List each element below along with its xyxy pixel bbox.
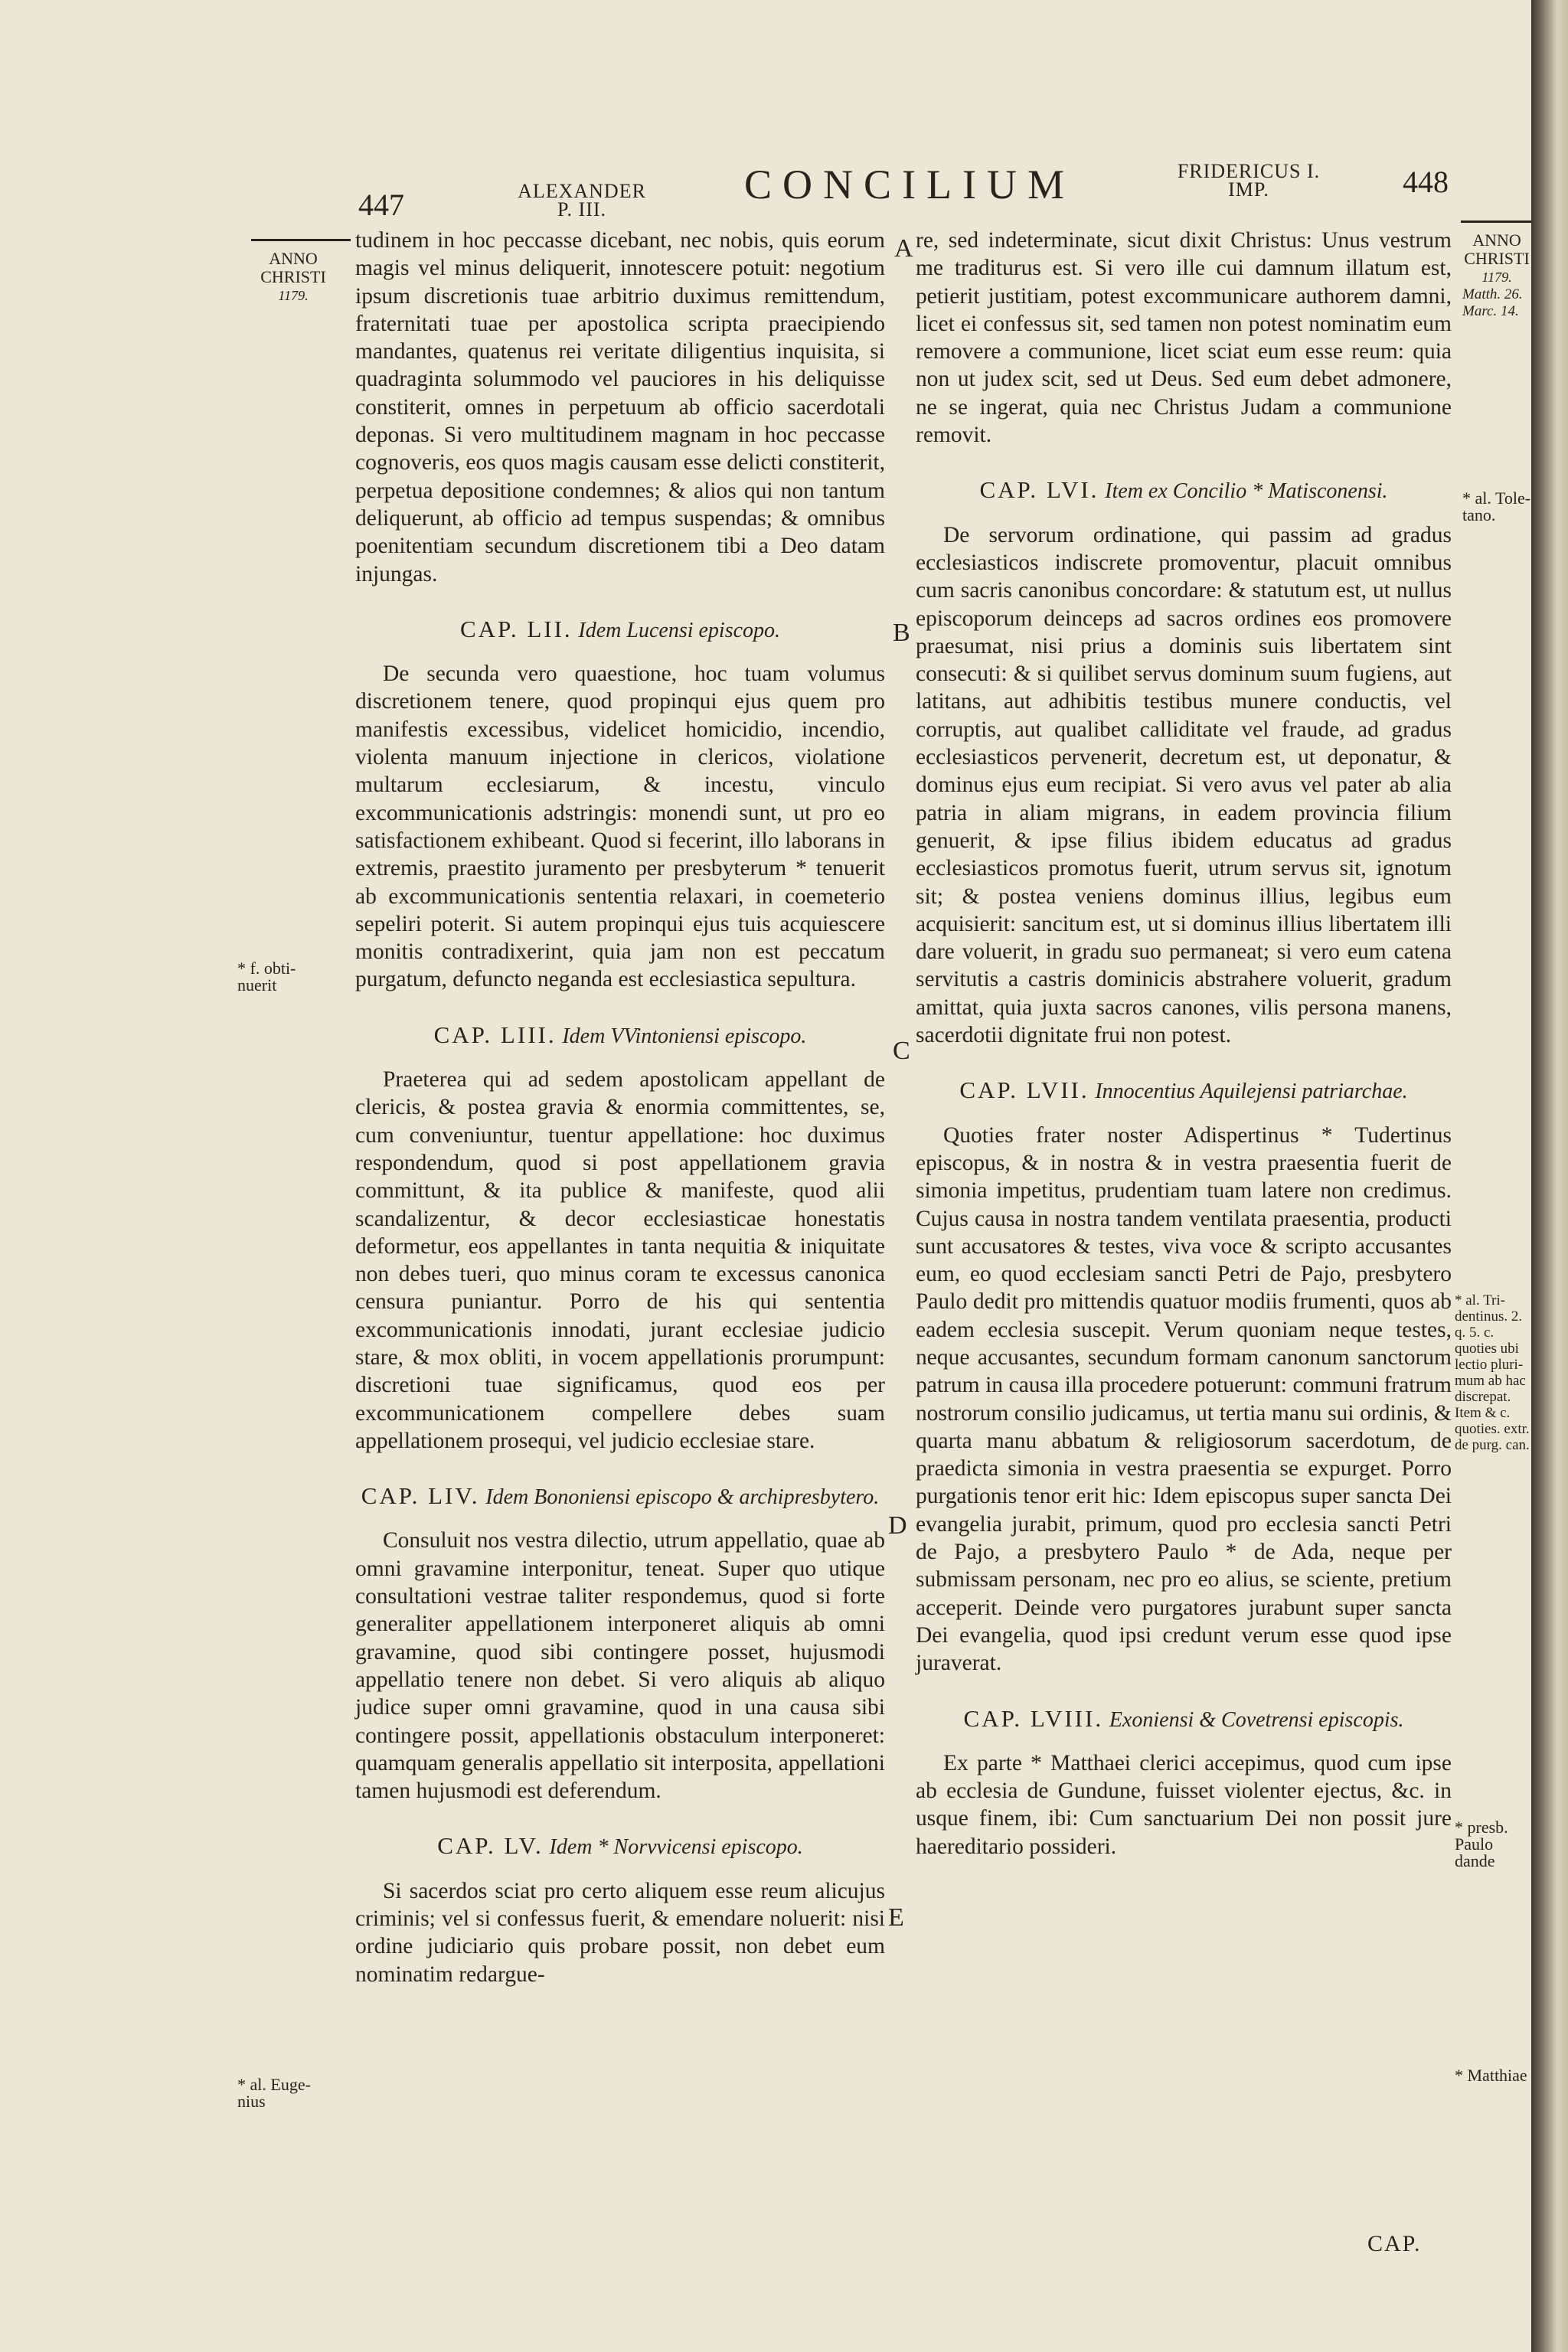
chapter-label: CAP. LII. — [459, 615, 573, 642]
margin-rule-left — [251, 239, 351, 241]
page-number-left: 447 — [358, 188, 404, 222]
paragraph-continuation: tudinem in hoc peccasse dicebant, nec nobis, quis eorum magis vel minus deliquerit, innotescere potuit: negotium ipsum discretionis tuae arbitrio duximus remittendum, fraternitati tuae per apostolica scripta praecipiendo mandantes, quatenus rei veritate diligentius inquisita, si quadraginta solummodo vel pauciores in his deliquisse constiterit, omnes in perpetuum ab officio sacerdotali deponas. Si vero multitudinem magnam in hoc peccasse cognoveris, eos quos magis causam esse delicti constiterit, perpetua depositione condemnes; & alios qui non tantum deliquerunt, ab officio ad tempus suspendas; & omnibus poenitentiam secundum discretionem tibi a Deo datam injungas. — [355, 228, 885, 586]
paragraph-cap-liii: Praeterea qui ad sedem apostolicam appellant de clericis, & postea gravia & enormia committentes, se, cum conveniuntur, tuentur appellatione: hoc duximus respondendum, quod si post appellationem gravia committunt, & ita publice & manifeste, quod alii scandalizentur, & decor ecclesiasticae honestatis deformetur, eos appellantes in tanta nequitia & iniquitate non debes tueri, quo minus coram te excessus canonica censura puniantur. Porro de his qui sententia excommunicationis innodati, jurant ecclesiae judicio stare, & mox obliti, in vocem appellationis prorumpunt: discretioni tuae significamus, quod eos per excommunicationem compellere debes suam appellationem prosequi, vel judicio ecclesiae stare. — [355, 1067, 885, 1453]
pope-name: ALEXANDER — [518, 180, 646, 202]
margin-note-paulo: * presb. Paulo dande — [1455, 1818, 1508, 1870]
chapter-title: Innocentius Aquilejensi patriarchae. — [1095, 1080, 1408, 1104]
section-letter-d: D — [888, 1511, 907, 1540]
margin-note-eugenius: * al. Euge-nius — [237, 2075, 311, 2111]
chapter-heading-lviii — [916, 1705, 1452, 1734]
pope-number: P. III. — [557, 198, 607, 220]
chapter-heading-lii — [355, 616, 885, 645]
right-column — [916, 227, 1452, 1860]
margin-note-obtinuerit: * f. obti-nuerit — [237, 959, 296, 995]
anno-label: ANNO — [1472, 230, 1521, 250]
anno-christi-right — [1462, 231, 1531, 286]
section-letter-a: A — [894, 234, 913, 263]
christi-label: CHRISTI — [1464, 249, 1530, 268]
margin-note-matthaei: * Matthiae — [1455, 2066, 1527, 2085]
chapter-title: Idem VVintoniensi episcopo. — [562, 1024, 807, 1048]
emperor-title: IMP. — [1228, 178, 1269, 201]
running-title: CONCILIUM — [744, 162, 1075, 207]
paragraph-continuation: re, sed indeterminate, sicut dixit Christus: Unus vestrum me traditurus est. Si vero ille cui damnum illatum est, petierit justitiam, potest excommunicare authorem damni, licet ei confessus sit, sed tamen non potest nominatim eum removere a communione, licet sciat eum esse reum: quia non ut judex scit, sed ut Deus. Sed eum debet admonere, ne se ingerat, quia nec Christus Judam a communione removit. — [916, 228, 1452, 448]
chapter-title: Item ex Concilio * Matisconensi. — [1105, 479, 1388, 504]
chapter-heading-liv — [355, 1482, 885, 1511]
catchword: CAP. — [1367, 2231, 1422, 2256]
anno-christi-left — [251, 250, 335, 305]
chapter-title: Idem * Norvvicensi episcopo. — [549, 1835, 803, 1860]
chapter-title: Idem Lucensi episcopo. — [578, 618, 781, 642]
chapter-label: CAP. LVI. — [979, 476, 1099, 504]
anno-label: ANNO — [269, 249, 318, 268]
paragraph-cap-liv: Consuluit nos vestra dilectio, utrum appellatio, quae ab omni gravamine interponitur, teneat. Super quo utique consultationi vestrae taliter respondemus, quod si forte generaliter appellationem interponeret aliquis ab omni gravamine, quod sibi contingere posset, hujusmodi appellatio tenere non debet. Si vero aliquis ab aliquo judice super omni gravamine, quod in una causa sibi contingere possit, appellationis obstaculum interponeret: quamquam generalis appellatio sit interposita, appellationi tamen hujusmodi est deferendum. — [355, 1528, 885, 1804]
chapter-label: CAP. LIV. — [361, 1482, 480, 1510]
section-letter-b: B — [893, 619, 910, 647]
christi-label: CHRISTI — [260, 267, 326, 286]
anno-year: 1179. — [1481, 270, 1512, 285]
section-letter-c: C — [893, 1037, 910, 1065]
book-spine-edge — [1531, 0, 1568, 2352]
chapter-label: CAP. LV. — [437, 1832, 544, 1860]
paragraph-cap-lii: De secunda vero quaestione, hoc tuam volumus discretionem tenere, quod propinqui ejus quem pro manifestis excessibus, videlicet homicidio, incendio, violenta manuum injectione in clericos, violatione multarum ecclesiarum, & incestu, vinculo excommunicationis adstringis: monendi sunt, ut pro eo satisfactionem exhibeant. Quod si fecerint, illo laborans in extremis, praestito juramento per presbyterum * tenuerit ab excommunicationis sententia relaxari, in coemeterio sepeliri poterit. Si autem propinqui ejus tuis acquiescere monitis contradixerint, quia jam non est peccatum purgatum, defuncto neganda est ecclesiastica sepultura. — [355, 662, 885, 992]
chapter-title: Idem Bononiensi episcopo & archipresbytero. — [485, 1485, 880, 1510]
paragraph-cap-lviii: Ex parte * Matthaei clerici accepimus, quod cum ipse ab ecclesia de Gundune, fuisset violenter ejectus, &c. in usque finem, ibi: Cum sanctuarium Dei non possit jure haereditario possideri. — [916, 1750, 1452, 1859]
margin-note-toletano: * al. Tole-tano. — [1462, 488, 1531, 524]
chapter-title: Exoniensi & Covetrensi episcopis. — [1109, 1707, 1404, 1732]
chapter-heading-lvii — [916, 1076, 1452, 1106]
chapter-label: CAP. LVIII. — [963, 1704, 1104, 1732]
paragraph-cap-lv: Si sacerdos sciat pro certo aliquem esse reum alicujus criminis; vel si confessus fuerit, & emendare noluerit: nisi ordine judiciario quis probare possit, non debet eum nominatim redargue- — [355, 1878, 885, 1987]
page-number-right: 448 — [1403, 165, 1449, 199]
running-head-pope — [505, 182, 658, 219]
paragraph-cap-lvii: Quoties frater noster Adispertinus * Tudertinus episcopus, & in nostra & in vestra praesentia fuerit de simonia impetitus, prudentiam tuam latere non credimus. Cujus causa in nostra tandem ventilata praesentia, producti sunt accusatores & testes, viva voce & scripto accusantes eum, eo quod ecclesiam sancti Petri de Pajo, presbytero Paulo dedit pro mittendis quatuor modiis frumenti, quos ab eadem ecclesia suscepit. Verum quoniam neque testes, neque accusantes, secundum formam canonum sanctorum patrum in causa illa procedere potuerunt: communi fratrum nostrorum consilio judicamus, ut tertia manu sui ordinis, & quarta manu abbatum & religiosorum sacerdotum, de praedicta simonia in vestra praesentia se expurget. Porro purgationis tenor erit hic: Idem episcopus super sancta Dei evangelia jurabit, primum, quod pro ecclesia sancti Petri de Pajo, a presbytero Paulo * de Ada, neque per submissam personam, nec pro eo alius, se sciente, pretium acceperit. Deinde vero purgatores jurabunt super sancta Dei evangelia, quod ipsi credunt verum esse quod ipse juraverat. — [916, 1122, 1452, 1676]
anno-year: 1179. — [278, 288, 309, 303]
emperor-name: FRIDERICUS I. — [1177, 160, 1321, 182]
chapter-heading-liii — [355, 1021, 885, 1050]
chapter-label: CAP. LIII. — [433, 1021, 557, 1048]
margin-reference-gospels: Matth. 26. Marc. 14. — [1462, 286, 1523, 319]
running-head-emperor — [1153, 162, 1344, 199]
margin-rule-right — [1461, 220, 1537, 223]
paragraph-cap-lvi: De servorum ordinatione, qui passim ad gradus ecclesiasticos indiscrete promoventur, placuit omnibus cum sacris canonibus concordare: & statutum est, ut nullus episcoporum deinceps ad sacros ordines eos promovere praesumat, nisi prius a dominis suis libertatem sint consecuti: & si quilibet servus dominum suum fugiens, aut latitans, aut adhibitis testibus munere conductis, vel corruptis, aut qualibet calliditate vel fraude, ad gradus ecclesiasticos pervenerit, decretum est, ut deponatur, & dominus ejus eum recipiat. Si vero avus vel pater ab alia patria in aliam migrans, in eadem provincia filium genuerit, & ipse filius ibidem educatus ad gradus ecclesiasticos promotus fuerit, utrum servus sit, ignotum sit; & postea veniens dominus illius, legibus eum acquisierit: sancitum est, ut si dominus illius libertatem illi dare voluerit, in gradu suo permaneat; si vero eum catena servitutis a castris dominicis abstrahere voluerit, gradum amittat, quia juxta sacros canones, vilis persona manens, sacerdotii dignitate frui non potest. — [916, 522, 1452, 1048]
chapter-heading-lvi — [916, 476, 1452, 505]
left-column — [355, 227, 885, 1988]
chapter-heading-lv — [355, 1832, 885, 1861]
chapter-label: CAP. LVII. — [959, 1076, 1089, 1104]
margin-note-tridentinus: * al. Tri-dentinus. 2. q. 5. c. quoties ubi lectio pluri-mum ab hac discrepat. Item & c. quoties. extr. de purg. can. — [1455, 1292, 1530, 1453]
section-letter-e: E — [888, 1903, 904, 1932]
